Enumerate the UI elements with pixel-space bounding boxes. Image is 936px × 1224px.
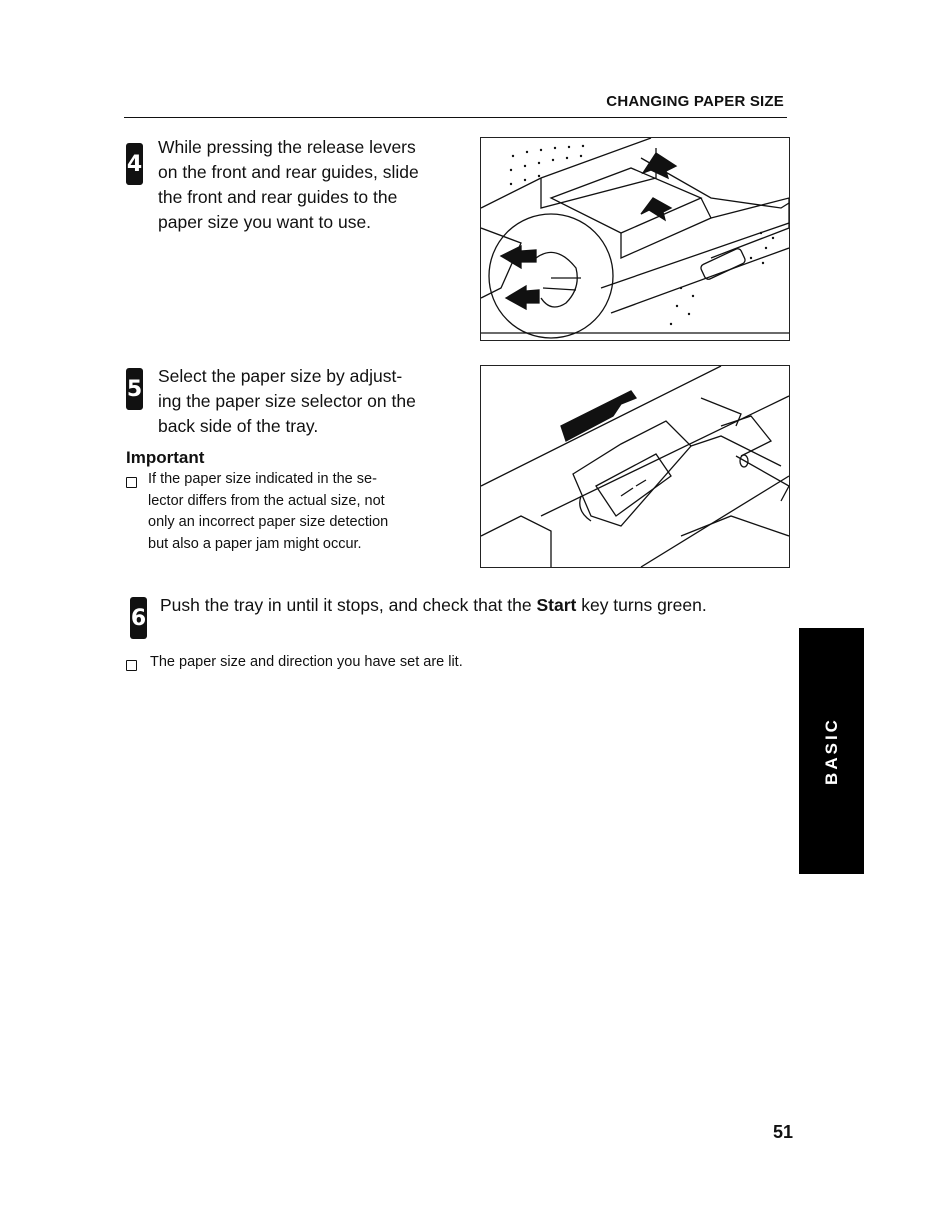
selector-slide-arrow bbox=[561, 391, 636, 441]
step-6-text-before: Push the tray in until it stops, and check that the bbox=[160, 595, 537, 615]
step-4-badge bbox=[126, 143, 143, 185]
important-heading: Important bbox=[126, 448, 205, 467]
important-note-line: If the paper size indicated in the se- bbox=[148, 471, 377, 487]
step-6-text bbox=[160, 593, 707, 618]
step-4-line: on the front and rear guides, slide bbox=[158, 162, 419, 182]
note-checkbox-icon bbox=[126, 477, 137, 488]
step-6-note: The paper size and direction you have set are lit. bbox=[150, 654, 463, 670]
important-note bbox=[148, 469, 388, 555]
step-5-line: Select the paper size by adjust- bbox=[158, 366, 403, 386]
selector-body bbox=[573, 421, 691, 526]
step-4-line: While pressing the release levers bbox=[158, 137, 416, 157]
page-number: 51 bbox=[772, 1122, 793, 1142]
step-4-line: paper size you want to use. bbox=[158, 212, 372, 232]
step-6-text-after: key turns green. bbox=[576, 595, 707, 615]
step-6-badge bbox=[130, 597, 147, 639]
important-note-line: but also a paper jam might occur. bbox=[148, 535, 362, 552]
step-4-line: the front and rear guides to the bbox=[158, 187, 398, 207]
step-6-number: 6 bbox=[130, 606, 147, 631]
page-header-title: CHANGING PAPER SIZE bbox=[606, 93, 784, 110]
step-5-text bbox=[158, 364, 416, 439]
paper-stack bbox=[551, 168, 701, 233]
paper-size-selector-illustration bbox=[480, 365, 790, 568]
step-5-badge bbox=[126, 368, 143, 410]
step-4-text bbox=[158, 135, 419, 235]
zoom-circle bbox=[489, 214, 613, 338]
step-5-line: ing the paper size selector on the bbox=[158, 391, 416, 411]
tray-edge bbox=[481, 366, 721, 486]
step-5-line: back side of the tray. bbox=[158, 416, 319, 436]
tray-handle bbox=[700, 247, 747, 280]
release-lever-arrow-left bbox=[501, 246, 536, 268]
tray-outline bbox=[481, 138, 651, 208]
rear-guide-arrow bbox=[643, 153, 676, 178]
tray-guides-illustration bbox=[480, 137, 790, 341]
section-tab-basic bbox=[799, 628, 864, 874]
important-note-line: only an incorrect paper size detection bbox=[148, 514, 389, 530]
hand bbox=[536, 252, 577, 307]
release-lever-arrow-lower bbox=[506, 286, 539, 309]
section-tab-label: BASIC bbox=[821, 717, 841, 785]
header-rule bbox=[124, 117, 787, 118]
note-checkbox-icon bbox=[126, 660, 137, 671]
step-4-number: 4 bbox=[126, 152, 143, 177]
important-note-line: lector differs from the actual size, not bbox=[148, 492, 385, 509]
tray-dots-pattern bbox=[510, 145, 774, 325]
step-5-number: 5 bbox=[126, 377, 143, 402]
start-key-label: Start bbox=[536, 595, 577, 615]
front-guide-arrow bbox=[641, 198, 671, 220]
